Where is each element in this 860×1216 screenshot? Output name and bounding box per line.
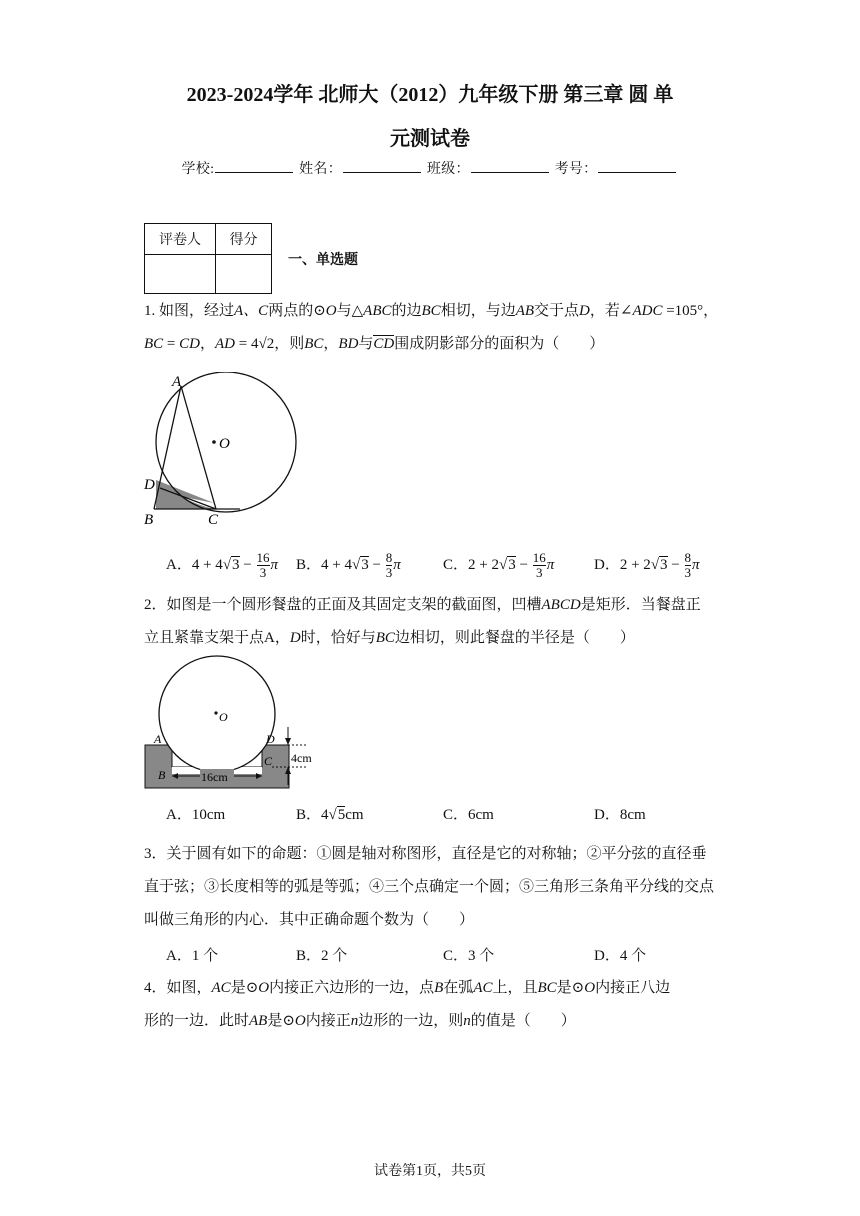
width-label: 16cm xyxy=(201,770,228,784)
exam-no-label: 考号： xyxy=(554,162,598,177)
question-3-text: 3．关于圆有如下的命题：①圆是轴对称图形，直径是它的对称轴；②平分弦的直径垂 直于弦；③长度相等的弧是等弧；④三个点确定一个圆；⑤三角形三条角平分线的交点 叫做三角形的内心．其中正确命题个数为（ ） xyxy=(144,846,715,928)
q2-option-a[interactable]: A．10cm xyxy=(166,807,226,823)
label-d: D xyxy=(144,477,155,493)
section-title: 一、单选题 xyxy=(288,252,358,268)
label-c: C xyxy=(208,512,219,528)
label-b: B xyxy=(158,768,166,782)
q3-option-d[interactable]: D．4 个 xyxy=(594,948,647,964)
score-cell xyxy=(216,255,272,294)
question-1-figure xyxy=(140,372,340,532)
q2-option-b[interactable]: B．4√5cm xyxy=(296,807,364,823)
label-o: O xyxy=(219,710,228,724)
page-title-line1: 2023-2024学年 北师大（2012）九年级下册 第三章 圆 单 xyxy=(186,84,674,106)
school-label: 学校: xyxy=(181,162,215,177)
score-header: 得分 xyxy=(216,224,272,255)
plate-center xyxy=(214,711,217,714)
q3-option-c[interactable]: C．3 个 xyxy=(443,948,495,964)
q2-option-d[interactable]: D．8cm xyxy=(594,807,646,823)
class-label: 班级： xyxy=(426,162,470,177)
q3-option-b[interactable]: B．2 个 xyxy=(296,948,348,964)
score-table xyxy=(144,223,272,294)
label-d: D xyxy=(266,732,275,746)
q1-option-c[interactable]: C．2 + 2√3 − $\frac{16}{3}$ π xyxy=(443,550,555,580)
label-a: A xyxy=(154,732,162,746)
label-a: A xyxy=(172,374,182,390)
label-o: O xyxy=(219,436,230,452)
question-1-text: 1. 如图，经过A、C两点的⊙O与△ABC的边BC相切，与边AB交于点D，若∠ADC =105°， BC = CD，AD = 4√2，则BC，BD与CD围成阴影部分的面积为（ ） xyxy=(144,303,719,352)
page-footer: 试卷第1页，共5页 xyxy=(374,1164,486,1179)
q1-option-d[interactable]: D．2 + 2√3 − $\frac{8}{3}$ π xyxy=(594,550,700,580)
question-2-text: 2．如图是一个圆形餐盘的正面及其固定支架的截面图，凹槽ABCD是矩形．当餐盘正 立且紧靠支架于点A，D时，恰好与BC边相切，则此餐盘的半径是（ ） xyxy=(144,597,701,646)
label-c: C xyxy=(264,754,273,768)
depth-label: 4cm xyxy=(291,751,312,765)
name-label: 姓名： xyxy=(299,162,343,177)
segment-ac xyxy=(181,386,216,509)
q3-option-a[interactable]: A．1 个 xyxy=(166,948,219,964)
label-b: B xyxy=(144,512,154,528)
name-blank xyxy=(343,160,421,173)
grader-cell xyxy=(145,255,216,294)
class-blank xyxy=(471,160,549,173)
question-4-text: 4．如图，AC是⊙O内接正六边形的一边，点B在弧AC上，且BC是⊙O内接正八边 形的一边．此时AB是⊙O内接正n边形的一边，则n的值是（ ） xyxy=(144,980,671,1029)
center-dot xyxy=(212,440,216,444)
page-title-line2: 元测试卷 xyxy=(390,128,470,150)
grader-header: 评卷人 xyxy=(145,224,216,255)
q1-option-a[interactable]: A．4 + 4√3 − $\frac{16}{3}$ π xyxy=(166,550,279,580)
exam-no-blank xyxy=(598,160,676,173)
q2-option-c[interactable]: C．6cm xyxy=(443,807,494,823)
student-info-row xyxy=(0,158,860,178)
question-2-figure xyxy=(140,652,330,792)
q1-option-b[interactable]: B．4 + 4√3 − $\frac{8}{3}$ π xyxy=(296,550,401,580)
school-blank xyxy=(215,160,293,173)
